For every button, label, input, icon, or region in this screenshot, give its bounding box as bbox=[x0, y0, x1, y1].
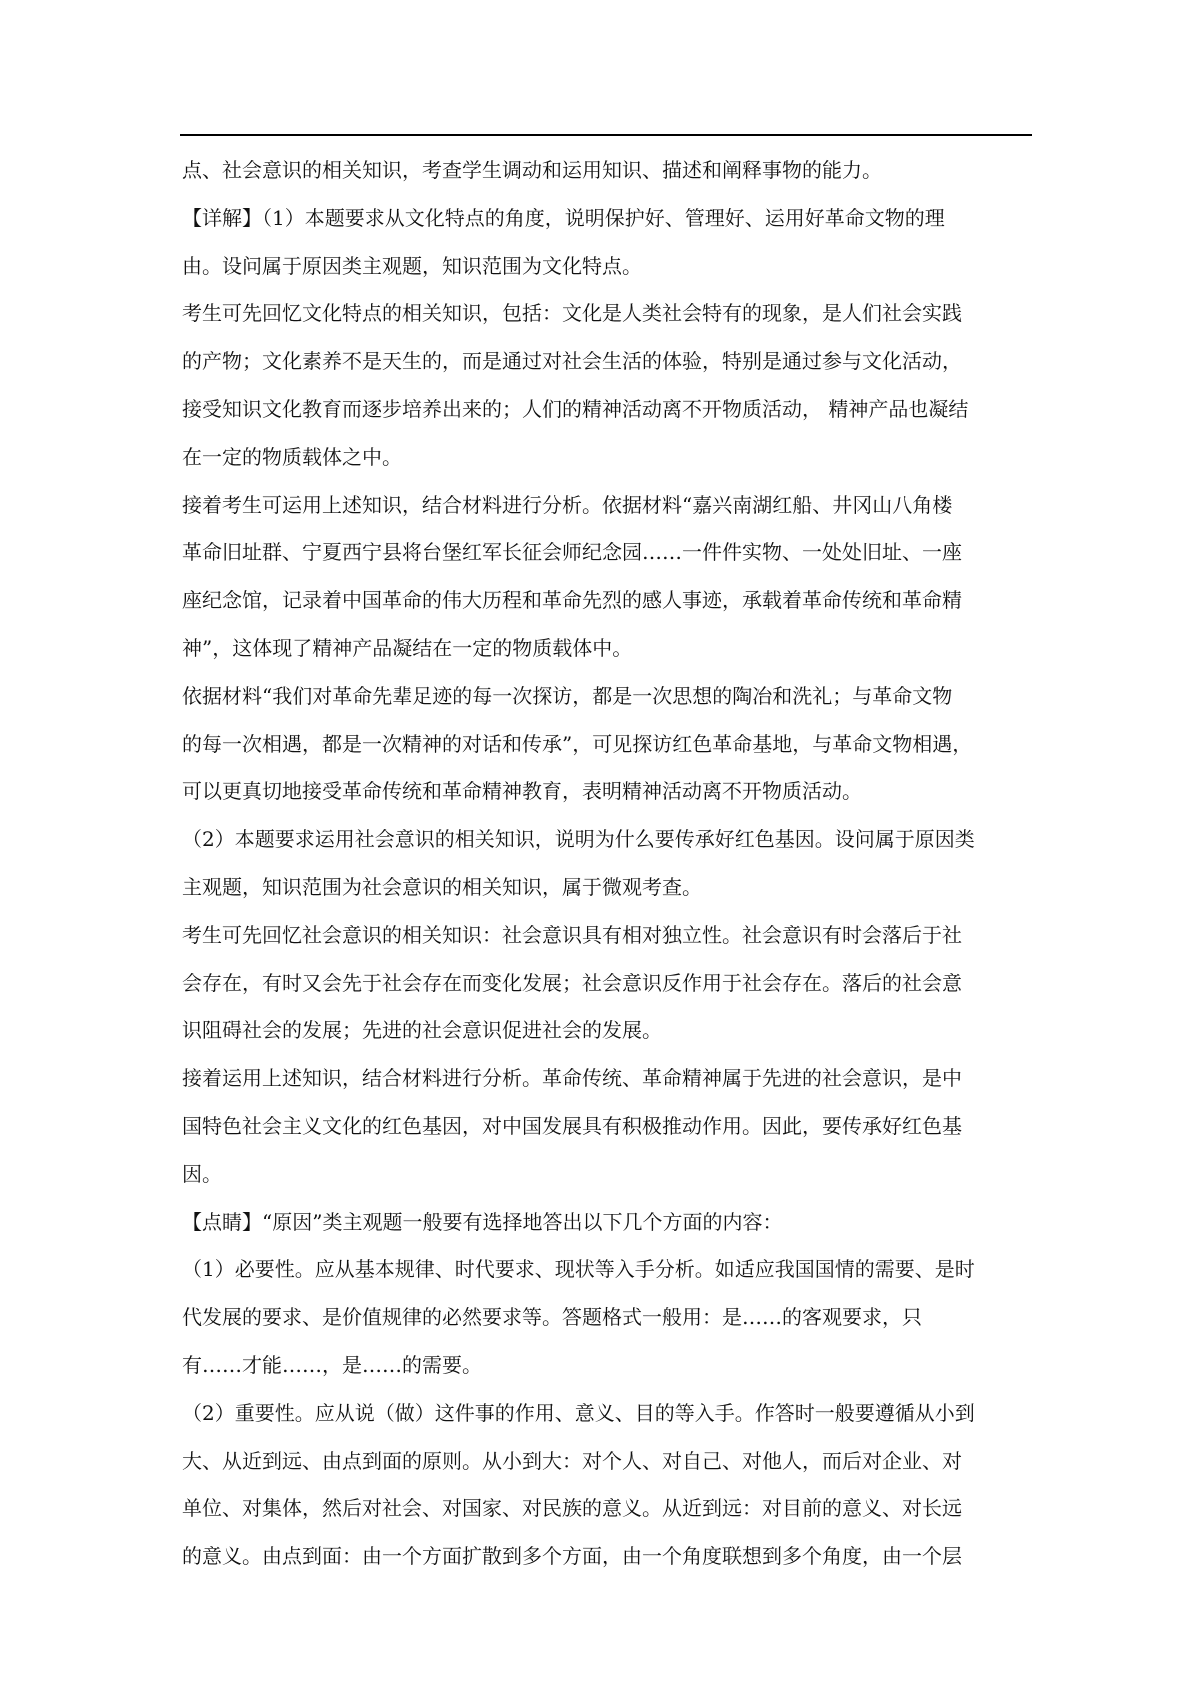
text-line: （2）本题要求运用社会意识的相关知识，说明为什么要传承好红色基因。设问属于原因类 bbox=[182, 827, 975, 852]
header-rule bbox=[180, 134, 1032, 136]
text-line: 接着考生可运用上述知识，结合材料进行分析。依据材料“嘉兴南湖红船、井冈山八角楼 bbox=[182, 492, 953, 517]
text-line: （2）重要性。应从说（做）这件事的作用、意义、目的等入手。作答时一般要遵循从小到 bbox=[182, 1400, 975, 1425]
text-line: 接受知识文化教育而逐步培养出来的；人们的精神活动离不开物质活动， 精神产品也凝结 bbox=[182, 396, 969, 421]
document-body bbox=[182, 154, 1032, 1588]
text-line: 【点睛】“原因”类主观题一般要有选择地答出以下几个方面的内容： bbox=[182, 1209, 783, 1234]
text-line: 大、从近到远、由点到面的原则。从小到大：对个人、对自己、对他人，而后对企业、对 bbox=[182, 1448, 962, 1473]
text-line: 接着运用上述知识，结合材料进行分析。革命传统、革命精神属于先进的社会意识，是中 bbox=[182, 1066, 962, 1091]
text-line: 在一定的物质载体之中。 bbox=[182, 444, 402, 469]
text-line: 代发展的要求、是价值规律的必然要求等。答题格式一般用：是……的客观要求，只 bbox=[182, 1305, 922, 1330]
text-line: 单位、对集体，然后对社会、对国家、对民族的意义。从近到远：对目前的意义、对长远 bbox=[182, 1496, 962, 1521]
text-line: 考生可先回忆文化特点的相关知识，包括：文化是人类社会特有的现象，是人们社会实践 bbox=[182, 301, 962, 326]
text-line: 的产物；文化素养不是天生的，而是通过对社会生活的体验，特别是通过参与文化活动， bbox=[182, 349, 962, 374]
text-line: 依据材料“我们对革命先辈足迹的每一次探访，都是一次思想的陶冶和洗礼；与革命文物 bbox=[182, 683, 953, 708]
text-line: 国特色社会主义文化的红色基因，对中国发展具有积极推动作用。因此，要传承好红色基 bbox=[182, 1113, 962, 1138]
text-line: 有……才能……，是……的需要。 bbox=[182, 1352, 482, 1377]
text-line: 神”，这体现了精神产品凝结在一定的物质载体中。 bbox=[182, 635, 633, 660]
text-line: 的意义。由点到面：由一个方面扩散到多个方面，由一个角度联想到多个角度，由一个层 bbox=[182, 1544, 962, 1569]
text-line: 由。设问属于原因类主观题，知识范围为文化特点。 bbox=[182, 253, 642, 278]
text-line: 会存在，有时又会先于社会存在而变化发展；社会意识反作用于社会存在。落后的社会意 bbox=[182, 970, 962, 995]
text-line: 因。 bbox=[182, 1161, 222, 1186]
text-line: 可以更真切地接受革命传统和革命精神教育，表明精神活动离不开物质活动。 bbox=[182, 779, 862, 804]
text-line: 革命旧址群、宁夏西宁县将台堡红军长征会师纪念园……一件件实物、一处处旧址、一座 bbox=[182, 540, 962, 565]
text-line: 座纪念馆，记录着中国革命的伟大历程和革命先烈的感人事迹，承载着革命传统和革命精 bbox=[182, 588, 962, 613]
text-line: （1）必要性。应从基本规律、时代要求、现状等入手分析。如适应我国国情的需要、是时 bbox=[182, 1257, 975, 1282]
text-line: 主观题，知识范围为社会意识的相关知识，属于微观考查。 bbox=[182, 874, 702, 899]
text-line: 的每一次相遇，都是一次精神的对话和传承”，可见探访红色革命基地，与革命文物相遇， bbox=[182, 731, 973, 756]
text-line: 点、社会意识的相关知识，考查学生调动和运用知识、描述和阐释事物的能力。 bbox=[182, 158, 882, 182]
text-line: 【详解】（1）本题要求从文化特点的角度，说明保护好、管理好、运用好革命文物的理 bbox=[182, 205, 945, 230]
text-line: 识阻碍社会的发展；先进的社会意识促进社会的发展。 bbox=[182, 1018, 662, 1043]
text-line: 考生可先回忆社会意识的相关知识：社会意识具有相对独立性。社会意识有时会落后于社 bbox=[182, 922, 962, 947]
